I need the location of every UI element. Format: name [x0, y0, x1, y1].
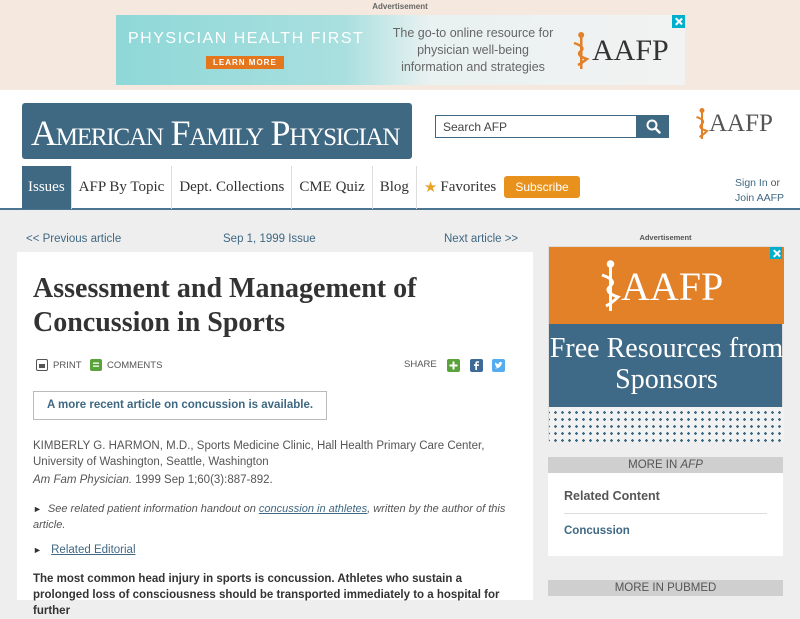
search-button[interactable] [637, 115, 669, 138]
nav-item-blog[interactable]: Blog [373, 166, 417, 209]
patient-handout-note [33, 501, 523, 533]
sidebar-ad-brand: AAFP [621, 263, 724, 309]
citation-journal: Am Fam Physician. [33, 474, 133, 486]
print-button[interactable] [36, 359, 82, 371]
note-text-pre: See related patient information handout on [47, 503, 256, 515]
sidebar-ad[interactable] [548, 246, 783, 441]
nav-item-cme-quiz[interactable]: CME Quiz [292, 166, 372, 209]
nav-item-issues[interactable]: Issues [22, 166, 72, 209]
aafp-logo[interactable] [695, 107, 773, 141]
triangle-bullet-icon: ► [33, 504, 42, 514]
join-aafp-link[interactable]: Join AAFP [735, 192, 785, 204]
ad-close-icon[interactable] [770, 247, 782, 259]
recent-article-notice[interactable]: A more recent article on concussion is available. [33, 391, 327, 420]
share-facebook-button[interactable] [470, 359, 488, 372]
sidebar-ad-logo [599, 259, 723, 313]
search-input[interactable]: Search AFP [435, 115, 637, 138]
top-banner-ad[interactable] [116, 15, 685, 85]
sidebar-ad-text: Free Resources from Sponsors [549, 333, 784, 395]
share-twitter-button[interactable] [492, 359, 510, 372]
related-content-box [548, 473, 783, 556]
masthead-title: American Family Physician [31, 113, 400, 153]
ad-aafp-logo [572, 31, 669, 71]
concussion-handout-link[interactable]: concussion in athletes [258, 503, 368, 515]
more-in-journal: AFP [680, 459, 703, 471]
print-label: PRINT [53, 359, 82, 371]
sidebar-ad-label: Advertisement [639, 233, 692, 242]
more-in-afp-header [548, 457, 783, 473]
comments-label: COMMENTS [107, 359, 163, 371]
previous-article-link[interactable]: << Previous article [26, 233, 122, 245]
more-in-pubmed-header: MORE IN PUBMED [548, 580, 783, 596]
share-plus-button[interactable] [447, 359, 465, 372]
article-body [17, 252, 533, 617]
nav-item-favorites[interactable] [417, 166, 503, 209]
ad-learn-more-button[interactable]: LEARN MORE [206, 56, 284, 69]
subscribe-button[interactable]: Subscribe [504, 176, 580, 198]
nav-item-favorites-label: Favorites [440, 179, 497, 195]
star-icon: ★ [423, 180, 438, 196]
top-ad-band [0, 0, 800, 90]
nav-item-afp-by-topic[interactable]: AFP By Topic [72, 166, 173, 209]
article-title: Assessment and Management of Concussion in Sports [33, 273, 417, 338]
article-abstract: The most common head injury in sports is concussion. Athletes who sustain a prolonged loss of consciousness should be transported immediately to a hospital for further [33, 573, 500, 617]
account-links [735, 176, 784, 206]
caduceus-icon [572, 31, 590, 71]
related-concussion-link[interactable]: Concussion [564, 525, 630, 537]
masthead-logo[interactable] [22, 103, 412, 159]
author-info: KIMBERLY G. HARMON, M.D., Sports Medicine Clinic, Hall Health Primary Care Center, University of Washington, Seattle, Washington [33, 440, 485, 468]
related-editorial [33, 544, 136, 556]
comment-icon [90, 359, 102, 371]
nav-item-dept-collections[interactable]: Dept. Collections [172, 166, 292, 209]
issue-link[interactable]: Sep 1, 1999 Issue [223, 233, 316, 245]
more-in-label: MORE IN [628, 459, 678, 471]
citation [33, 474, 273, 486]
ad-headline: PHYSICIAN HEALTH FIRST [128, 30, 365, 47]
or-text: or [770, 177, 780, 189]
caduceus-icon [599, 259, 621, 313]
main-nav [22, 166, 503, 209]
next-article-link[interactable]: Next article >> [444, 233, 519, 245]
ad-brand-text: AAFP [592, 34, 669, 67]
sign-in-link[interactable]: Sign In [735, 177, 768, 189]
site-header [0, 90, 800, 210]
triangle-bullet-icon: ► [33, 545, 42, 555]
print-icon [36, 359, 48, 371]
search-icon [646, 119, 661, 134]
aafp-logo-text: AAFP [709, 110, 773, 137]
note-text-post: , written by the author of this article. [33, 503, 506, 531]
ad-label: Advertisement [372, 2, 428, 11]
comments-button[interactable] [90, 359, 162, 371]
facebook-icon [470, 359, 483, 372]
plus-icon [447, 359, 460, 372]
citation-detail: 1999 Sep 1;60(3):887-892. [135, 474, 273, 486]
related-content-heading: Related Content [564, 489, 660, 503]
sidebar-ad-dot-pattern [549, 407, 784, 442]
ad-close-icon[interactable] [672, 15, 685, 28]
ad-tagline: The go-to online resource for physician well-being information and strategies [392, 26, 554, 74]
share-label: SHARE [404, 359, 437, 370]
divider [564, 513, 767, 514]
twitter-icon [492, 359, 505, 372]
related-editorial-link[interactable]: Related Editorial [51, 544, 136, 556]
caduceus-icon [695, 107, 709, 141]
sidebar-ad-header [549, 247, 784, 324]
